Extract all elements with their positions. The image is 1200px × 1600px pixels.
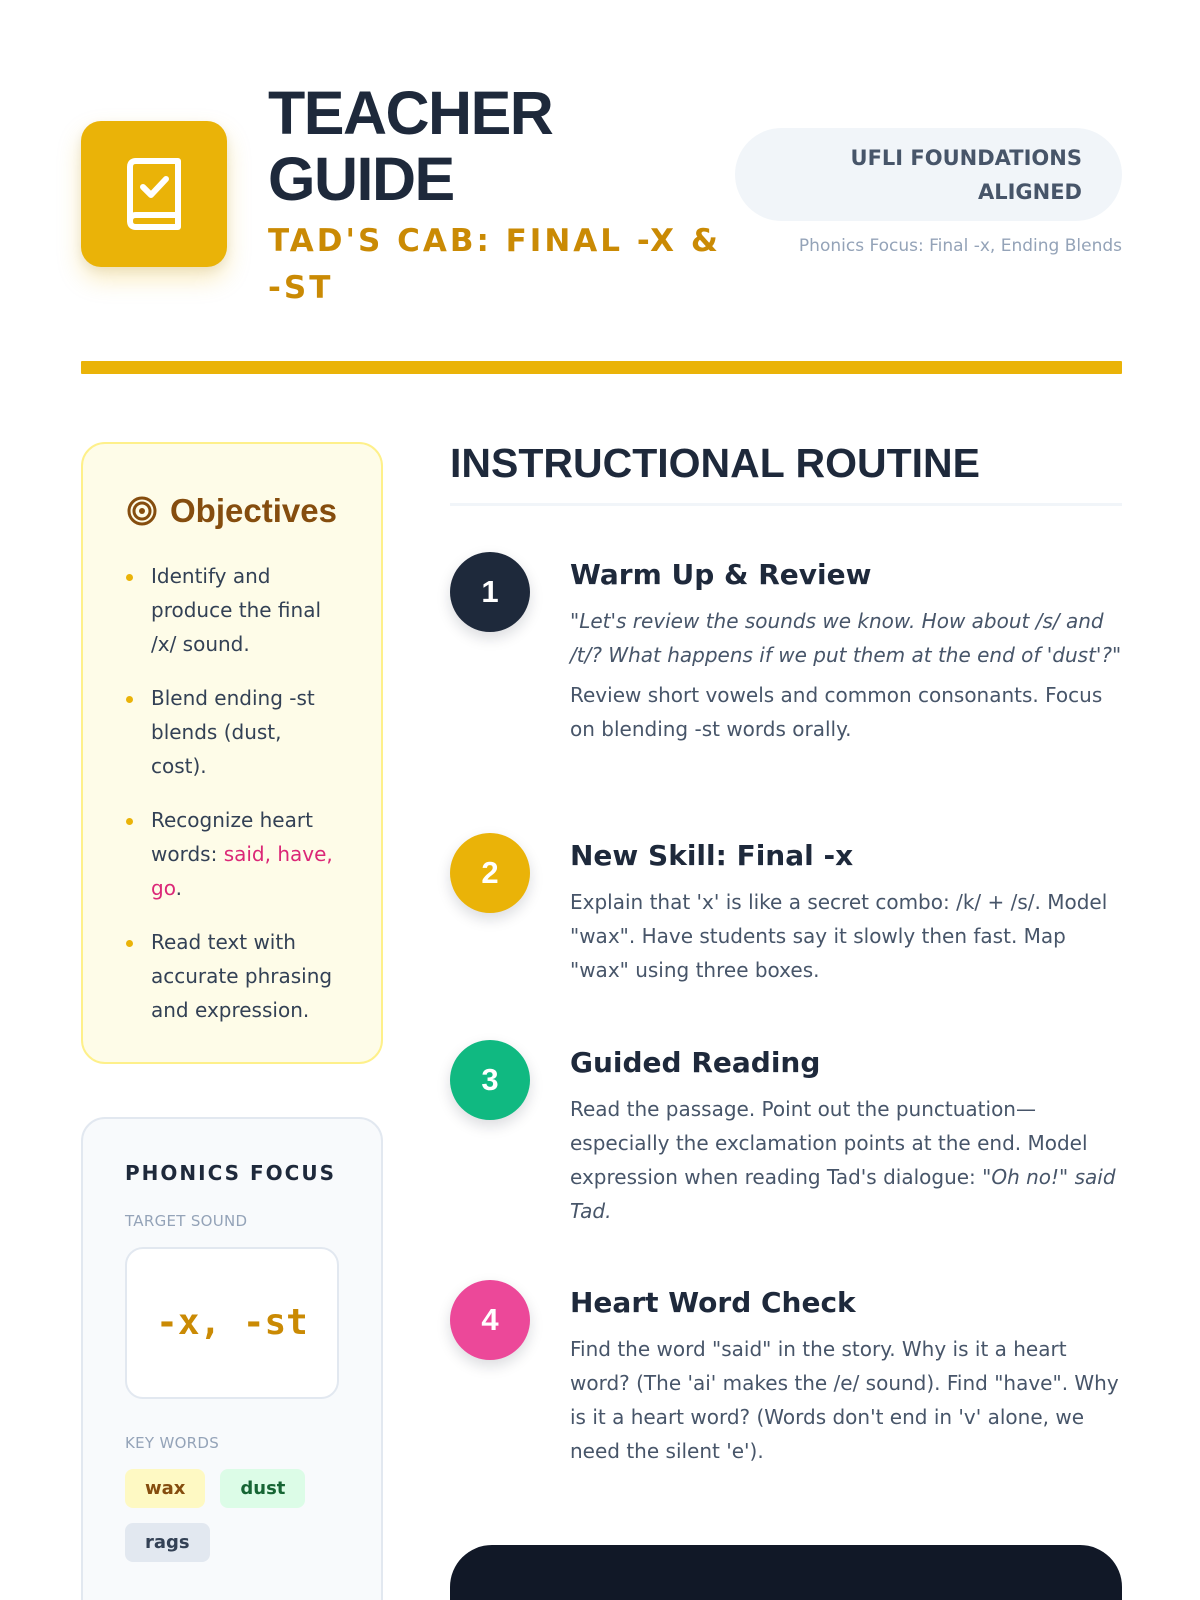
page-subtitle: TAD'S CAB: FINAL -X & -ST [268,223,721,306]
logo [81,121,227,267]
key-words-list [125,1469,339,1562]
step-title: Warm Up & Review [570,558,872,591]
target-sound: -x, -st [156,1302,308,1343]
page-header [81,80,1122,310]
step-text: Review short vowels and common consonants. Focus on blending -st words orally. [570,683,1103,741]
step-text: Find the word "said" in the story. Why is it a heart word? (The 'ai' makes the /e/ sound). Find "have". Why is it a heart word? (Words don't end in 'v' alone, we need the silent 'e'). [570,1337,1119,1463]
objective-item: Identify and produce the final /x/ sound. [126,559,341,661]
step-number-badge: 3 [450,1040,530,1120]
objective-item: Blend ending -st blends (dust, cost). [126,681,341,783]
objectives-card [81,442,383,1064]
target-sound-box [125,1247,339,1399]
target-icon [126,495,158,527]
step-title: New Skill: Final -x [570,839,854,872]
phonics-focus-line: Phonics Focus: Final -x, Ending Blends [798,236,1122,256]
phonics-focus-title: PHONICS FOCUS [125,1161,336,1185]
step-title: Heart Word Check [570,1286,856,1319]
footer-panel [450,1545,1122,1600]
routine-title: INSTRUCTIONAL ROUTINE [450,440,1122,506]
objective-text: . [175,876,182,900]
header-divider [81,361,1122,374]
objective-item [126,803,341,905]
step-quote: "Let's review the sounds we know. How about /s/ and /t/? What happens if we put them at the end of 'dust'?" [570,609,1122,667]
step-text-dialogue: "Oh no!" said Tad. [570,1165,1116,1223]
objective-item: Read text with accurate phrasing and expression. [126,925,341,1027]
step-text-body: Read the passage. Point out the punctuation—especially the exclamation points at the end. Model expression when reading Tad's dialogue: [570,1097,1088,1189]
objective-text: Recognize heart words: [151,808,313,866]
instructional-routine [450,440,1122,506]
key-word-chip: wax [125,1469,205,1508]
step-number-badge: 4 [450,1280,530,1360]
key-word-chip: dust [220,1469,305,1508]
book-check-icon [124,157,184,231]
key-word-chip: rags [125,1523,210,1562]
phonics-focus-card [81,1117,383,1600]
target-sound-label: TARGET SOUND [125,1212,248,1230]
objectives-title: Objectives [170,492,337,529]
step-text: Explain that 'x' is like a secret combo: /k/ + /s/. Model "wax". Have students say it slowly then fast. Map "wax" using three boxes. [570,890,1108,982]
step-title: Guided Reading [570,1046,821,1079]
step-number-badge: 2 [450,833,530,913]
objectives-list [126,559,341,1027]
step-text [570,1092,1122,1228]
page-title: TEACHER GUIDE [268,79,553,213]
heart-words: said, have, go [151,842,333,900]
alignment-badge [735,128,1122,221]
step-number-badge: 1 [450,552,530,632]
key-words-label: KEY WORDS [125,1434,220,1452]
alignment-badge-label: UFLI FOUNDATIONS ALIGNED [850,145,1082,204]
